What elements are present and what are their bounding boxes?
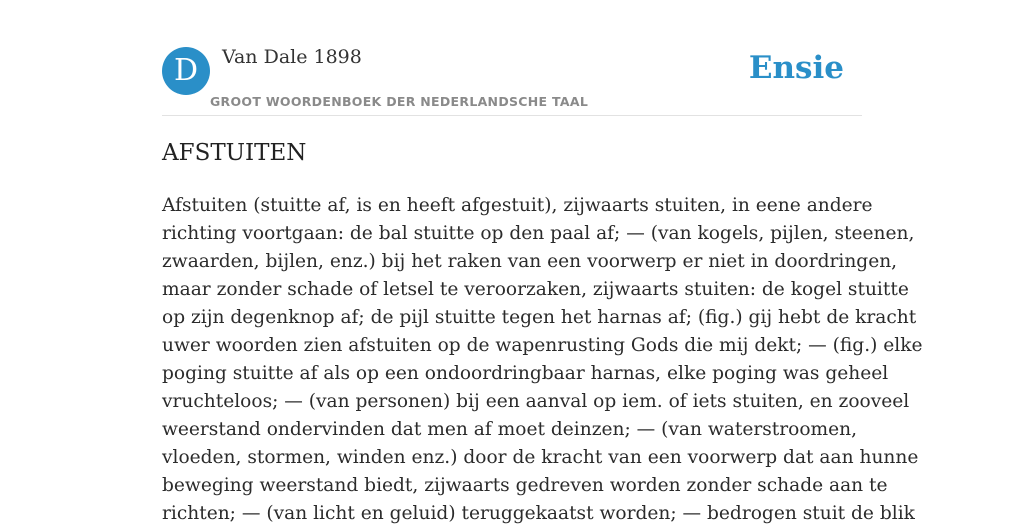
dictionary-title[interactable]: Van Dale 1898 [222,46,362,68]
dictionary-subtitle: GROOT WOORDENBOEK DER NEDERLANDSCHE TAAL [210,94,589,109]
definition-line: vloeden, stormen, winden enz.) door de kracht van een voorwerp dat aan hunne [162,447,919,468]
definition-line: uwer woorden zien afstuiten op de wapenrusting Gods die mij dekt; — (fig.) elke [162,335,923,356]
page-title: AFSTUITEN [162,140,307,166]
definition-line: poging stuitte af als op een ondoordringbaar harnas, elke poging was geheel [162,363,889,384]
definition-line: Afstuiten (stuitte af, is en heeft afgestuit), zijwaarts stuiten, in eene andere [162,195,873,216]
definition-line: zwaarden, bijlen, enz.) bij het raken van een voorwerp er niet in doordringen, [162,251,898,272]
definition-line: weerstand ondervinden dat men af moet deinzen; — (van waterstroomen, [162,419,858,440]
site-header [162,44,862,116]
definition-line: maar zonder schade of letsel te veroorzaken, zijwaarts stuiten: de kogel stuitte [162,279,909,300]
definition-line: op zijn degenknop af; de pijl stuitte tegen het harnas af; (fig.) gij hebt de kracht [162,307,917,328]
dictionary-logo[interactable]: D [162,47,210,95]
definition-line: beweging weerstand biedt, zijwaarts gedreven worden zonder schade aan te [162,475,888,496]
definition-text [162,192,923,528]
definition-line: richten; — (van licht en geluid) teruggekaatst worden; — bedrogen stuit de blik [162,503,915,524]
definition-line: richting voortgaan: de bal stuitte op den paal af; — (van kogels, pijlen, steenen, [162,223,915,244]
brand-logo[interactable]: Ensie [748,50,844,86]
definition-line: vruchteloos; — (van personen) bij een aanval op iem. of iets stuiten, en zooveel [162,391,910,412]
